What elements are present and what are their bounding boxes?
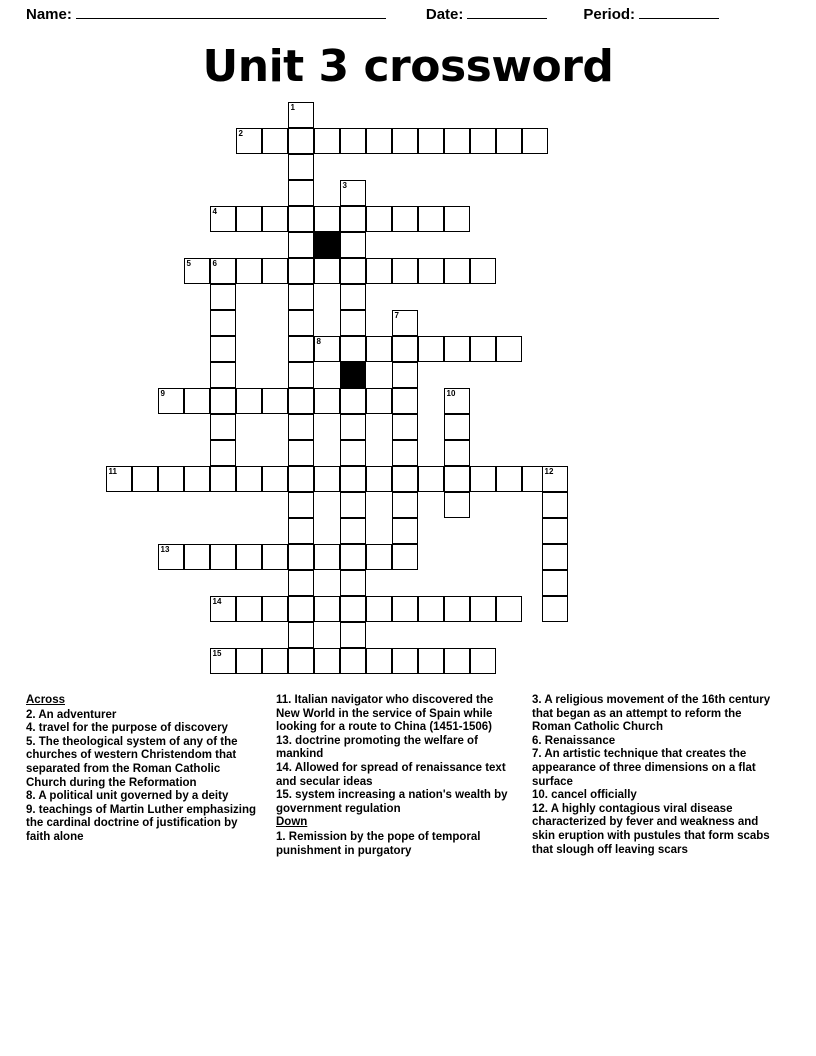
grid-cell[interactable] bbox=[288, 180, 314, 206]
grid-cell[interactable] bbox=[542, 570, 568, 596]
grid-cell[interactable] bbox=[158, 388, 184, 414]
grid-cell[interactable] bbox=[392, 362, 418, 388]
grid-cell[interactable] bbox=[542, 518, 568, 544]
grid-cell[interactable] bbox=[210, 414, 236, 440]
grid-cell[interactable] bbox=[184, 388, 210, 414]
grid-cell[interactable] bbox=[288, 414, 314, 440]
grid-cell[interactable] bbox=[210, 362, 236, 388]
clue-across-5: 5. The theological system of any of the churches of western Christendom that separated from the Roman Catholic Church during the Reformation bbox=[26, 735, 238, 789]
down-heading: Down bbox=[276, 816, 308, 829]
clue-across-4: 4. travel for the purpose of discovery bbox=[26, 722, 228, 735]
grid-cell[interactable] bbox=[314, 258, 340, 284]
grid-cell[interactable] bbox=[366, 544, 392, 570]
grid-cell[interactable] bbox=[340, 206, 366, 232]
clue-down-7: 7. An artistic technique that creates the appearance of three dimensions on a flat surface bbox=[532, 748, 756, 788]
grid-cell-number: 2 bbox=[238, 129, 243, 138]
grid-cell[interactable] bbox=[444, 128, 470, 154]
grid-cell[interactable] bbox=[392, 414, 418, 440]
grid-cell[interactable] bbox=[496, 596, 522, 622]
clue-across-8: 8. A political unit governed by a deity bbox=[26, 790, 229, 803]
grid-cell[interactable] bbox=[158, 466, 184, 492]
grid-cell[interactable] bbox=[262, 258, 288, 284]
grid-cell[interactable] bbox=[288, 388, 314, 414]
grid-cell[interactable] bbox=[314, 388, 340, 414]
period-field bbox=[583, 6, 725, 23]
grid-cell[interactable] bbox=[392, 440, 418, 466]
grid-cell[interactable] bbox=[210, 258, 236, 284]
grid-cell[interactable] bbox=[288, 466, 314, 492]
clue-column-2 bbox=[276, 694, 514, 858]
grid-cell[interactable] bbox=[288, 648, 314, 674]
page-title: Unit 3 crossword bbox=[202, 41, 614, 92]
grid-cell[interactable] bbox=[106, 466, 132, 492]
grid-cell[interactable] bbox=[210, 544, 236, 570]
name-field bbox=[26, 6, 392, 23]
grid-cell[interactable] bbox=[210, 466, 236, 492]
grid-cell[interactable] bbox=[470, 596, 496, 622]
grid-cell[interactable] bbox=[210, 648, 236, 674]
grid-cell[interactable] bbox=[288, 128, 314, 154]
grid-cell[interactable] bbox=[262, 648, 288, 674]
grid-cell[interactable] bbox=[542, 596, 568, 622]
grid-cell[interactable] bbox=[418, 466, 444, 492]
grid-cell[interactable] bbox=[496, 336, 522, 362]
grid-cell[interactable] bbox=[366, 388, 392, 414]
grid-cell[interactable] bbox=[288, 284, 314, 310]
grid-cell[interactable] bbox=[262, 466, 288, 492]
grid-cell[interactable] bbox=[418, 206, 444, 232]
grid-cell[interactable] bbox=[288, 440, 314, 466]
grid-cell-number: 10 bbox=[446, 389, 456, 398]
grid-cell-number: 1 bbox=[290, 103, 295, 112]
across-heading: Across bbox=[26, 694, 65, 706]
grid-cell[interactable] bbox=[470, 258, 496, 284]
date-field bbox=[426, 6, 554, 23]
grid-cell[interactable] bbox=[392, 310, 418, 336]
grid-cell[interactable] bbox=[392, 206, 418, 232]
grid-cell[interactable] bbox=[542, 466, 568, 492]
grid-cell[interactable] bbox=[496, 128, 522, 154]
name-blank-line[interactable] bbox=[76, 18, 386, 19]
grid-cell[interactable] bbox=[444, 206, 470, 232]
grid-cell[interactable] bbox=[392, 258, 418, 284]
clue-down-3: 3. A religious movement of the 16th century that began as an attempt to reform the Roman Catholic Church bbox=[532, 694, 771, 734]
clue-down-10: 10. cancel officially bbox=[532, 789, 637, 802]
grid-cell[interactable] bbox=[470, 336, 496, 362]
grid-cell[interactable] bbox=[210, 388, 236, 414]
grid-cell[interactable] bbox=[236, 128, 262, 154]
period-label: Period: bbox=[583, 6, 636, 23]
grid-cell[interactable] bbox=[158, 544, 184, 570]
clue-section bbox=[26, 694, 790, 858]
grid-cell[interactable] bbox=[288, 544, 314, 570]
grid-cell-number: 14 bbox=[212, 597, 222, 606]
grid-cell[interactable] bbox=[340, 414, 366, 440]
grid-cell[interactable] bbox=[392, 518, 418, 544]
grid-cell[interactable] bbox=[340, 518, 366, 544]
clue-down-12: 12. A highly contagious viral disease characterized by fever and weakness and skin eruption with pustules that form scabs that slough off leaving scars bbox=[532, 802, 770, 856]
grid-cell[interactable] bbox=[262, 206, 288, 232]
grid-cell[interactable] bbox=[366, 336, 392, 362]
grid-cell[interactable] bbox=[444, 466, 470, 492]
grid-cell[interactable] bbox=[288, 518, 314, 544]
grid-cell-number: 4 bbox=[212, 207, 217, 216]
grid-cell[interactable] bbox=[522, 128, 548, 154]
grid-cell[interactable] bbox=[340, 596, 366, 622]
grid-cell[interactable] bbox=[366, 596, 392, 622]
grid-cell[interactable] bbox=[340, 128, 366, 154]
grid-cell[interactable] bbox=[444, 596, 470, 622]
grid-cell[interactable] bbox=[184, 258, 210, 284]
grid-cell[interactable] bbox=[288, 102, 314, 128]
grid-cell[interactable] bbox=[542, 544, 568, 570]
grid-cell[interactable] bbox=[210, 440, 236, 466]
grid-cell[interactable] bbox=[288, 492, 314, 518]
grid-cell-number: 3 bbox=[342, 181, 347, 190]
clue-down-6: 6. Renaissance bbox=[532, 734, 616, 747]
grid-cell[interactable] bbox=[314, 648, 340, 674]
grid-cell-blocked bbox=[340, 362, 366, 388]
clue-column-1 bbox=[26, 694, 258, 858]
grid-cell-number: 5 bbox=[186, 259, 191, 268]
clue-across-14: 14. Allowed for spread of renaissance text and secular ideas bbox=[276, 761, 506, 788]
grid-cell[interactable] bbox=[542, 492, 568, 518]
grid-cell[interactable] bbox=[340, 284, 366, 310]
grid-cell[interactable] bbox=[340, 388, 366, 414]
grid-cell[interactable] bbox=[314, 336, 340, 362]
grid-cell[interactable] bbox=[262, 596, 288, 622]
grid-cell[interactable] bbox=[236, 258, 262, 284]
grid-cell-number: 9 bbox=[160, 389, 165, 398]
grid-cell[interactable] bbox=[288, 154, 314, 180]
grid-cell[interactable] bbox=[392, 492, 418, 518]
clue-column-3 bbox=[532, 694, 778, 858]
grid-cell[interactable] bbox=[210, 206, 236, 232]
grid-cell[interactable] bbox=[366, 258, 392, 284]
clue-down-1: 1. Remission by the pope of temporal punishment in purgatory bbox=[276, 830, 481, 857]
grid-cell[interactable] bbox=[444, 258, 470, 284]
clue-across-11: 11. Italian navigator who discovered the New World in the service of Spain while looking for a route to China (1451-1506) bbox=[276, 694, 494, 734]
grid-cell[interactable] bbox=[470, 648, 496, 674]
grid-cell[interactable] bbox=[262, 388, 288, 414]
grid-cell[interactable] bbox=[366, 128, 392, 154]
grid-cell[interactable] bbox=[288, 232, 314, 258]
grid-cell[interactable] bbox=[210, 284, 236, 310]
grid-cell[interactable] bbox=[288, 206, 314, 232]
grid-cell[interactable] bbox=[444, 648, 470, 674]
grid-cell[interactable] bbox=[314, 544, 340, 570]
grid-cell[interactable] bbox=[392, 596, 418, 622]
grid-cell[interactable] bbox=[340, 648, 366, 674]
grid-cell[interactable] bbox=[392, 336, 418, 362]
grid-cell[interactable] bbox=[418, 336, 444, 362]
date-blank-line[interactable] bbox=[467, 18, 547, 19]
date-label: Date: bbox=[425, 6, 464, 23]
grid-cell[interactable] bbox=[366, 206, 392, 232]
grid-cell[interactable] bbox=[210, 310, 236, 336]
name-label: Name: bbox=[26, 6, 72, 23]
period-blank-line[interactable] bbox=[639, 18, 719, 19]
grid-cell[interactable] bbox=[418, 258, 444, 284]
grid-cell[interactable] bbox=[314, 206, 340, 232]
grid-cell[interactable] bbox=[418, 648, 444, 674]
grid-cell-number: 11 bbox=[108, 467, 117, 476]
grid-cell[interactable] bbox=[392, 544, 418, 570]
grid-cell[interactable] bbox=[444, 336, 470, 362]
grid-cell-blocked bbox=[314, 232, 340, 258]
grid-cell-number: 15 bbox=[212, 649, 222, 658]
grid-cell[interactable] bbox=[236, 206, 262, 232]
grid-cell[interactable] bbox=[444, 492, 470, 518]
grid-cell[interactable] bbox=[340, 180, 366, 206]
grid-cell[interactable] bbox=[288, 622, 314, 648]
grid-cell[interactable] bbox=[288, 596, 314, 622]
grid-cell-number: 13 bbox=[160, 545, 170, 554]
grid-cell[interactable] bbox=[392, 128, 418, 154]
grid-cell[interactable] bbox=[444, 414, 470, 440]
grid-cell[interactable] bbox=[366, 466, 392, 492]
grid-cell[interactable] bbox=[236, 648, 262, 674]
grid-cell[interactable] bbox=[366, 648, 392, 674]
grid-cell[interactable] bbox=[132, 466, 158, 492]
grid-cell[interactable] bbox=[392, 466, 418, 492]
grid-cell-number: 6 bbox=[212, 259, 217, 268]
clue-across-2: 2. An adventurer bbox=[26, 708, 117, 721]
grid-cell[interactable] bbox=[340, 310, 366, 336]
grid-cell-number: 7 bbox=[394, 311, 399, 320]
grid-cell[interactable] bbox=[340, 258, 366, 284]
grid-cell[interactable] bbox=[340, 492, 366, 518]
grid-cell[interactable] bbox=[314, 466, 340, 492]
clue-across-9: 9. teachings of Martin Luther emphasizing the cardinal doctrine of justification by faith alone bbox=[26, 803, 257, 843]
grid-cell-number: 12 bbox=[544, 467, 554, 476]
grid-cell-number: 8 bbox=[316, 337, 321, 346]
grid-cell[interactable] bbox=[314, 596, 340, 622]
grid-cell[interactable] bbox=[236, 388, 262, 414]
grid-cell[interactable] bbox=[236, 466, 262, 492]
grid-cell[interactable] bbox=[340, 232, 366, 258]
grid-cell[interactable] bbox=[418, 596, 444, 622]
grid-cell[interactable] bbox=[210, 596, 236, 622]
grid-cell[interactable] bbox=[210, 336, 236, 362]
grid-cell[interactable] bbox=[184, 544, 210, 570]
grid-cell[interactable] bbox=[418, 128, 444, 154]
grid-cell[interactable] bbox=[470, 466, 496, 492]
grid-cell[interactable] bbox=[236, 544, 262, 570]
student-info-header bbox=[26, 0, 790, 23]
clue-across-13: 13. doctrine promoting the welfare of mankind bbox=[276, 734, 478, 761]
crossword-grid[interactable] bbox=[26, 102, 790, 682]
grid-cell[interactable] bbox=[262, 128, 288, 154]
grid-cell[interactable] bbox=[444, 440, 470, 466]
clue-across-15: 15. system increasing a nation's wealth by government regulation bbox=[276, 789, 508, 815]
grid-cell[interactable] bbox=[496, 466, 522, 492]
grid-cell[interactable] bbox=[262, 544, 288, 570]
grid-cell[interactable] bbox=[340, 336, 366, 362]
grid-cell[interactable] bbox=[392, 648, 418, 674]
grid-cell[interactable] bbox=[288, 570, 314, 596]
grid-cell[interactable] bbox=[288, 336, 314, 362]
grid-cell[interactable] bbox=[288, 258, 314, 284]
grid-cell[interactable] bbox=[340, 440, 366, 466]
grid-cell[interactable] bbox=[392, 388, 418, 414]
grid-cell[interactable] bbox=[340, 622, 366, 648]
grid-cell[interactable] bbox=[288, 362, 314, 388]
grid-cell[interactable] bbox=[314, 128, 340, 154]
grid-cell[interactable] bbox=[340, 544, 366, 570]
grid-cell[interactable] bbox=[340, 570, 366, 596]
grid-cell[interactable] bbox=[340, 466, 366, 492]
grid-cell[interactable] bbox=[236, 596, 262, 622]
grid-cell[interactable] bbox=[288, 310, 314, 336]
grid-cell[interactable] bbox=[444, 388, 470, 414]
grid-cell[interactable] bbox=[184, 466, 210, 492]
grid-cell[interactable] bbox=[470, 128, 496, 154]
